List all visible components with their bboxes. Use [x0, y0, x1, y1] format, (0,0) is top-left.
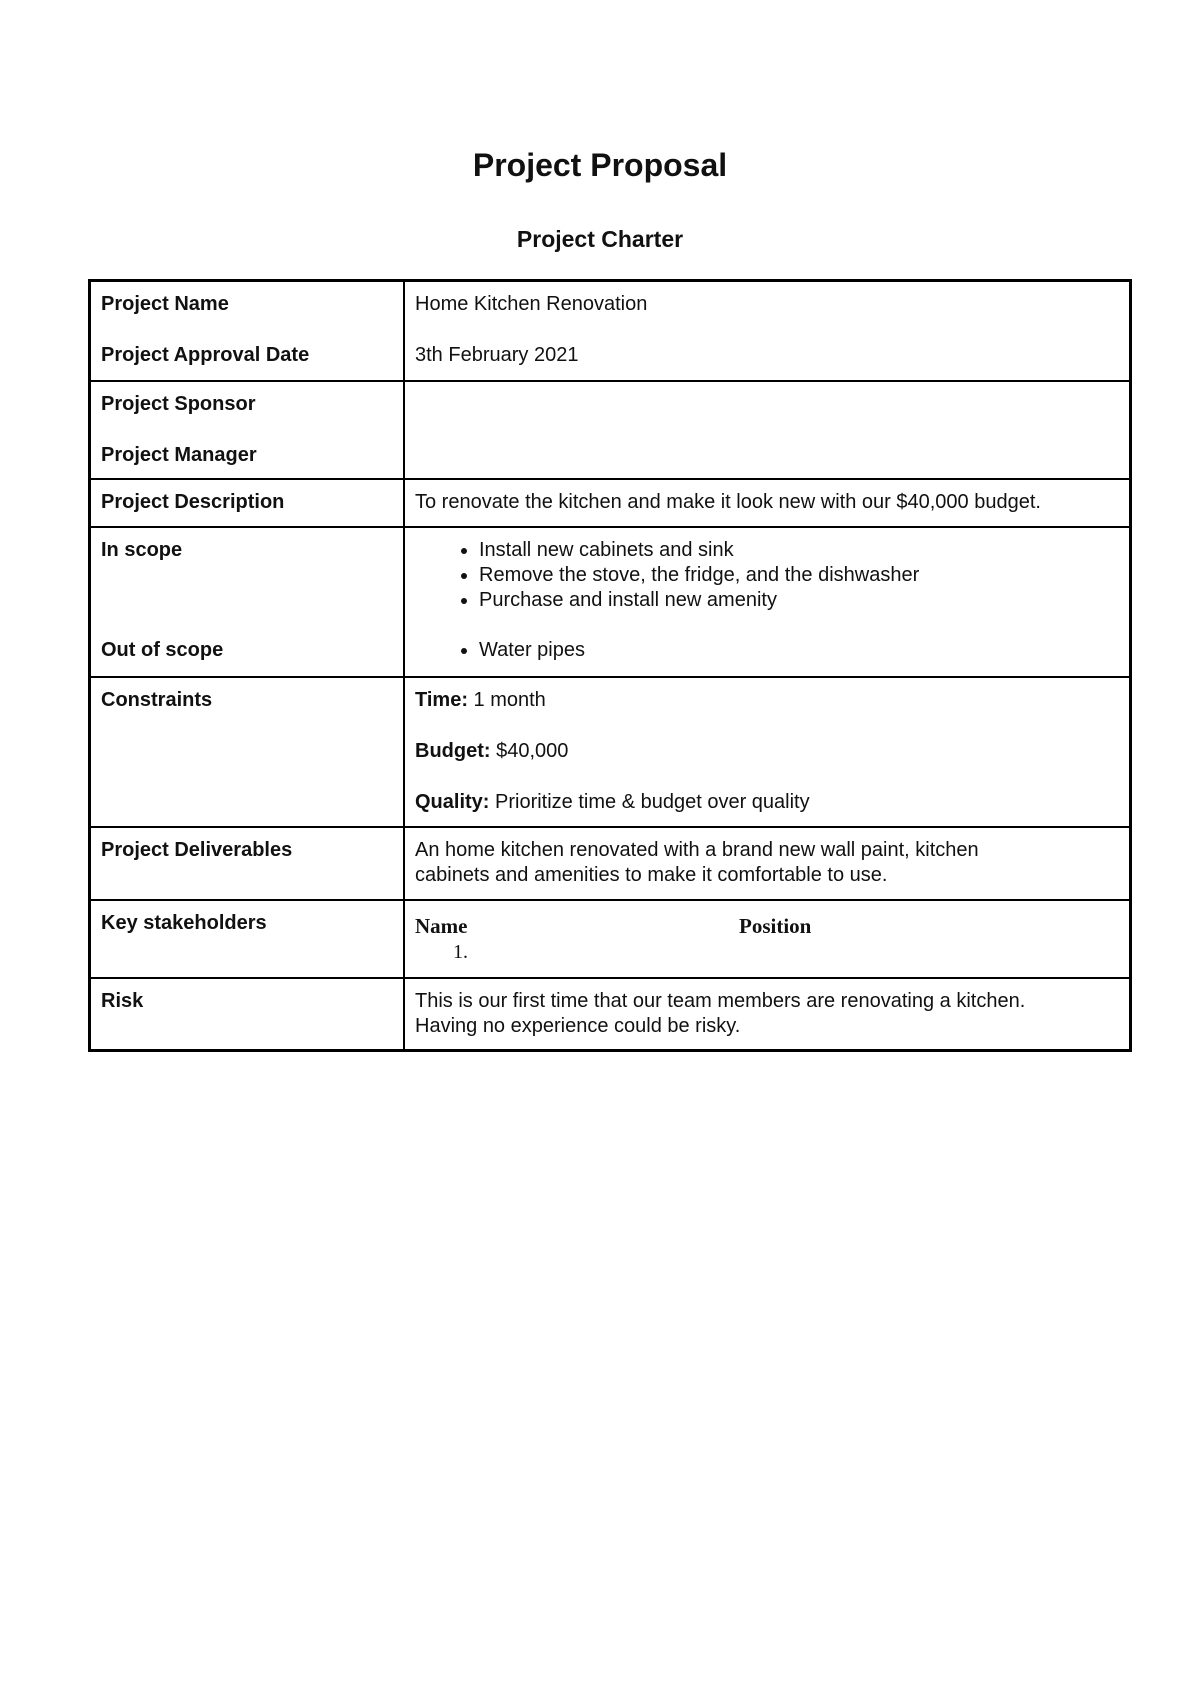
- value-cell: [404, 827, 1131, 900]
- constraint-budget: [415, 739, 1120, 764]
- label-cell: [90, 677, 405, 827]
- out-of-scope-label: Out of scope: [101, 638, 224, 661]
- table-row: [90, 527, 1131, 677]
- list-item: • Install new cabinets and sink: [479, 538, 1120, 563]
- stakeholders-header: [415, 914, 1120, 940]
- list-item: • Purchase and install new amenity: [479, 588, 1120, 613]
- label-cell: [90, 527, 405, 677]
- list-item: • Water pipes: [479, 638, 1120, 663]
- in-scope-label: In scope: [101, 538, 183, 561]
- project-name-label: Project Name: [101, 293, 229, 315]
- label-cell: [90, 281, 405, 381]
- risk-label: Risk: [101, 989, 144, 1012]
- value-cell: [404, 479, 1131, 527]
- out-of-scope-list: [415, 638, 1120, 663]
- table-row: [90, 900, 1131, 978]
- value-cell: [404, 281, 1131, 381]
- risk-line-2: Having no experience could be risky.: [415, 1014, 741, 1037]
- value-cell: [404, 381, 1131, 479]
- list-item: • Remove the stove, the fridge, and the dishwasher: [479, 563, 1120, 588]
- constraint-quality-label: Quality:: [415, 790, 490, 813]
- table-row: [90, 281, 1131, 381]
- table-row: [90, 479, 1131, 527]
- in-scope-list: [415, 538, 1120, 613]
- sponsor-label: Project Sponsor: [101, 392, 256, 415]
- constraints-label: Constraints: [101, 688, 213, 711]
- document-title: Project Proposal: [472, 147, 728, 183]
- label-cell: [90, 900, 405, 978]
- approval-date-value: 3th February 2021: [415, 344, 579, 366]
- value-cell: [404, 677, 1131, 827]
- stakeholders-label: Key stakeholders: [101, 911, 267, 934]
- description-value: To renovate the kitchen and make it look new with our $40,000 budget.: [415, 490, 1041, 513]
- table-row: [90, 677, 1131, 827]
- constraint-time: [415, 688, 1120, 713]
- constraint-quality-value: Prioritize time & budget over quality: [489, 790, 810, 813]
- approval-date-label: Project Approval Date: [101, 344, 310, 366]
- constraint-budget-label: Budget:: [415, 739, 491, 762]
- deliverables-label: Project Deliverables: [101, 838, 293, 861]
- project-name-value: Home Kitchen Renovation: [415, 293, 648, 315]
- deliverables-line-2: cabinets and amenities to make it comfortable to use.: [415, 863, 888, 886]
- value-cell: [404, 978, 1131, 1051]
- project-charter-table: [88, 279, 1132, 1052]
- table-row: [90, 978, 1131, 1051]
- stakeholder-name-header: Name: [415, 913, 468, 938]
- label-cell: [90, 381, 405, 479]
- constraint-time-value: 1 month: [467, 688, 546, 711]
- table-row: [90, 827, 1131, 900]
- table-row: [90, 381, 1131, 479]
- label-cell: [90, 978, 405, 1051]
- constraint-time-label: Time:: [415, 688, 468, 711]
- constraint-budget-value: $40,000: [490, 739, 569, 762]
- stakeholder-position-header: Position: [739, 913, 812, 938]
- risk-line-1: This is our first time that our team members are renovating a kitchen.: [415, 989, 1026, 1012]
- label-cell: [90, 827, 405, 900]
- document-subtitle: Project Charter: [516, 226, 684, 252]
- label-cell: [90, 479, 405, 527]
- value-cell: [404, 900, 1131, 978]
- value-cell: [404, 527, 1131, 677]
- description-label: Project Description: [101, 490, 285, 513]
- deliverables-line-1: An home kitchen renovated with a brand new wall paint, kitchen: [415, 838, 979, 861]
- manager-label: Project Manager: [101, 443, 257, 466]
- stakeholder-row-number: 1.: [453, 940, 468, 963]
- constraint-quality: [415, 790, 1120, 815]
